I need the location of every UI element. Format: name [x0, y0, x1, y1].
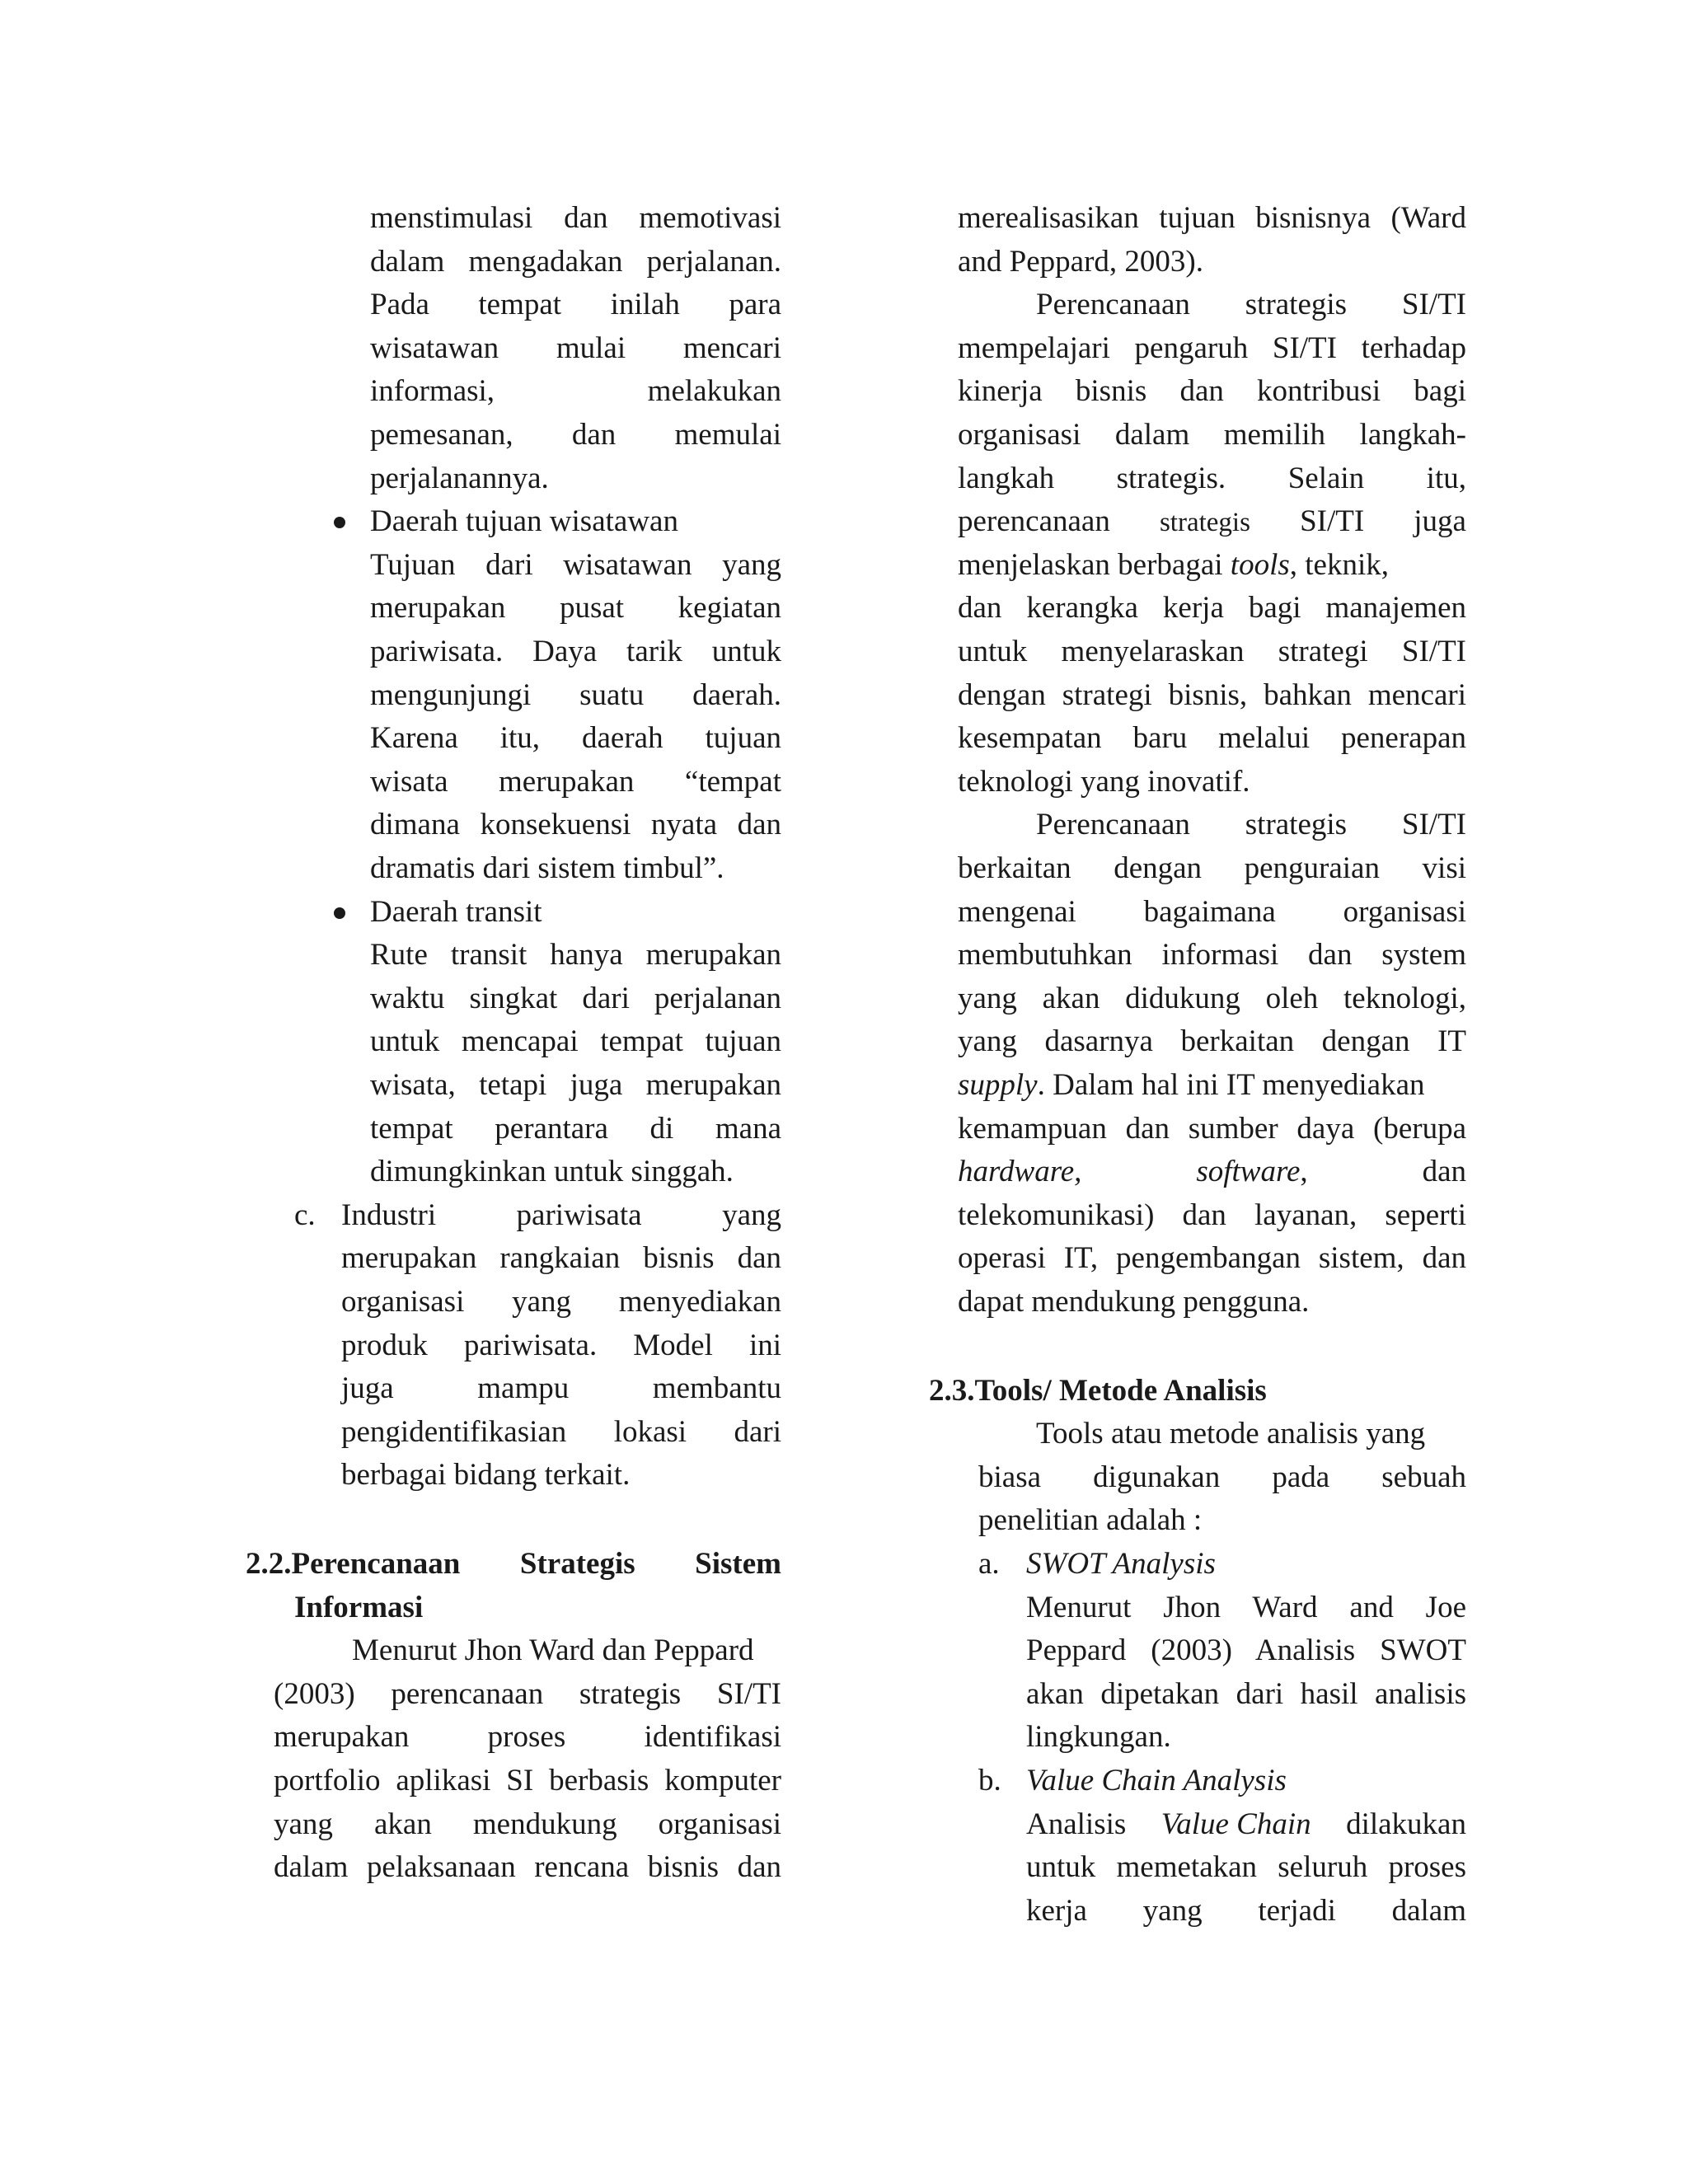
list-item-c-line: Industri pariwisata yang: [341, 1197, 781, 1232]
punctuation: ,: [1300, 1155, 1308, 1189]
italic-term: software: [1196, 1155, 1301, 1189]
list-item-c-line: pengidentifikasian lokasi dari: [341, 1414, 781, 1449]
word: strategis: [1159, 508, 1250, 538]
italic-term: hardware,: [958, 1155, 1082, 1189]
bullet-body-line: wisata merupakan “tempat: [370, 764, 781, 799]
word: dan: [1422, 1155, 1466, 1189]
paragraph-line: dengan strategi bisnis, bahkan mencari: [958, 677, 1466, 712]
paragraph-line: yang dasarnya berkaitan dengan IT: [958, 1024, 1466, 1059]
list-marker-c: c.: [294, 1197, 316, 1232]
text-span: . Dalam hal ini IT menyediakan: [1037, 1068, 1425, 1102]
list-item-c-line: merupakan rangkaian bisnis dan: [341, 1241, 781, 1276]
paragraph-line: [958, 1070, 1425, 1100]
paragraph-line: yang akan didukung oleh teknologi,: [958, 981, 1466, 1015]
paragraph-line: dapat mendukung pengguna.: [958, 1285, 1310, 1319]
bullet-body-line: pariwisata. Daya tarik untuk: [370, 635, 781, 668]
intro-line: pemesanan, dan memulai: [370, 418, 781, 452]
paragraph-line: kesempatan baru melalui penerapan: [958, 721, 1466, 756]
text-span: , teknik,: [1289, 547, 1389, 582]
bullet-title-destination: Daerah tujuan wisatawan: [370, 504, 678, 539]
italic-term: supply: [958, 1068, 1038, 1102]
paragraph-line: membutuhkan informasi dan system: [958, 938, 1466, 972]
bullet-icon: [334, 907, 345, 919]
section-heading-2-2: 2.2.Perencanaan Strategis Sistem: [246, 1547, 781, 1581]
paragraph-line: dalam pelaksanaan rencana bisnis dan: [274, 1850, 781, 1885]
paragraph-line: Tools atau metode analisis yang: [1036, 1417, 1426, 1451]
list-item-c-line: juga mampu membantu: [341, 1371, 781, 1406]
list-item-a-line: akan dipetakan dari hasil analisis: [1026, 1676, 1466, 1711]
paragraph-line: kemampuan dan sumber daya (berupa: [958, 1111, 1466, 1146]
bullet-body-line: Tujuan dari wisatawan yang: [370, 547, 781, 582]
word: SI/TI: [1300, 504, 1365, 539]
bullet-body-line: untuk mencapai tempat tujuan: [370, 1024, 781, 1059]
list-item-a-line: Menurut Jhon Ward and Joe: [1026, 1590, 1466, 1624]
paragraph-line: mengenai bagaimana organisasi: [958, 894, 1466, 929]
intro-line: menstimulasi dan memotivasi: [370, 201, 781, 235]
word: dilakukan: [1346, 1807, 1466, 1841]
list-item-b-title: Value Chain Analysis: [1026, 1764, 1287, 1797]
intro-line: informasi, melakukan: [370, 374, 781, 409]
word: juga: [1414, 504, 1466, 539]
list-item-c-line: produk pariwisata. Model ini: [341, 1328, 781, 1362]
intro-line: Pada tempat inilah para: [370, 288, 781, 322]
intro-line: perjalanannya.: [370, 461, 549, 495]
list-item-b-line: untuk memetakan seluruh proses: [1026, 1850, 1466, 1885]
bullet-body-line: Rute transit hanya merupakan: [370, 938, 781, 972]
paragraph-line: [958, 547, 1466, 582]
italic-term-wrap: [1196, 1156, 1307, 1187]
italic-term: Value Chain: [1160, 1807, 1311, 1841]
paragraph-line: Menurut Jhon Ward dan Peppard: [352, 1633, 754, 1668]
list-item-c-line: organisasi yang menyediakan: [341, 1285, 781, 1319]
bullet-body-line: wisata, tetapi juga merupakan: [370, 1068, 781, 1102]
list-marker-a: a.: [978, 1547, 1000, 1581]
paragraph-line: organisasi dalam memilih langkah-: [958, 418, 1466, 452]
paragraph-line: merealisasikan tujuan bisnisnya (Ward: [958, 201, 1466, 235]
paragraph-line: merupakan proses identifikasi: [274, 1720, 781, 1755]
paragraph-line: berkaitan dengan penguraian visi: [958, 851, 1466, 885]
bullet-icon: [334, 517, 345, 528]
paragraph-line: Perencanaan strategis SI/TI: [1036, 288, 1466, 322]
paragraph-line: yang akan mendukung organisasi: [274, 1807, 781, 1841]
list-item-c-line: berbagai bidang terkait.: [341, 1458, 631, 1493]
bullet-body-line: dramatis dari sistem timbul”.: [370, 851, 724, 885]
list-marker-b: b.: [978, 1764, 1001, 1797]
section-heading-2-3: 2.3.Tools/ Metode Analisis: [929, 1373, 1267, 1408]
paragraph-line: untuk menyelaraskan strategi SI/TI: [958, 635, 1466, 668]
word: perencanaan: [958, 504, 1110, 539]
bullet-body-line: waktu singkat dari perjalanan: [370, 981, 781, 1015]
paragraph-line: dan kerangka kerja bagi manajemen: [958, 591, 1466, 626]
italic-term: tools: [1230, 547, 1290, 582]
word: Analisis: [1026, 1807, 1127, 1841]
paragraph-line: telekomunikasi) dan layanan, seperti: [958, 1197, 1466, 1232]
intro-line: wisatawan mulai mencari: [370, 330, 781, 365]
paragraph-line: (2003) perencanaan strategis SI/TI: [274, 1676, 781, 1711]
section-heading-2-2-cont: Informasi: [294, 1590, 424, 1624]
paragraph-line: and Peppard, 2003).: [958, 244, 1203, 279]
list-item-b-line: [1026, 1809, 1466, 1840]
bullet-body-line: Karena itu, daerah tujuan: [370, 721, 781, 756]
bullet-body-line: merupakan pusat kegiatan: [370, 591, 781, 626]
bullet-body-line: mengunjungi suatu daerah.: [370, 677, 781, 712]
paragraph-line: kinerja bisnis dan kontribusi bagi: [958, 374, 1466, 409]
text-span: menjelaskan berbagai: [958, 547, 1231, 582]
list-item-a-line: lingkungan.: [1026, 1720, 1171, 1755]
bullet-body-line: tempat perantara di mana: [370, 1111, 781, 1146]
paragraph-line: Perencanaan strategis SI/TI: [1036, 808, 1466, 842]
paragraph-line: portfolio aplikasi SI berbasis komputer: [274, 1764, 781, 1797]
paragraph-line: penelitian adalah :: [978, 1503, 1203, 1538]
paragraph-line: langkah strategis. Selain itu,: [958, 461, 1466, 495]
paragraph-line: biasa digunakan pada sebuah: [978, 1460, 1466, 1494]
bullet-body-line: dimana konsekuensi nyata dan: [370, 808, 781, 842]
bullet-title-transit: Daerah transit: [370, 894, 542, 929]
paragraph-line: teknologi yang inovatif.: [958, 764, 1250, 799]
paragraph-line: operasi IT, pengembangan sistem, dan: [958, 1241, 1466, 1276]
list-item-a-title: SWOT Analysis: [1026, 1547, 1216, 1581]
intro-line: dalam mengadakan perjalanan.: [370, 244, 781, 279]
paragraph-line: [958, 506, 1466, 537]
bullet-body-line: dimungkinkan untuk singgah.: [370, 1155, 734, 1189]
paragraph-line: mempelajari pengaruh SI/TI terhadap: [958, 330, 1466, 365]
list-item-a-line: Peppard (2003) Analisis SWOT: [1026, 1633, 1466, 1668]
list-item-b-line: kerja yang terjadi dalam: [1026, 1893, 1466, 1928]
paragraph-line: [958, 1156, 1466, 1187]
